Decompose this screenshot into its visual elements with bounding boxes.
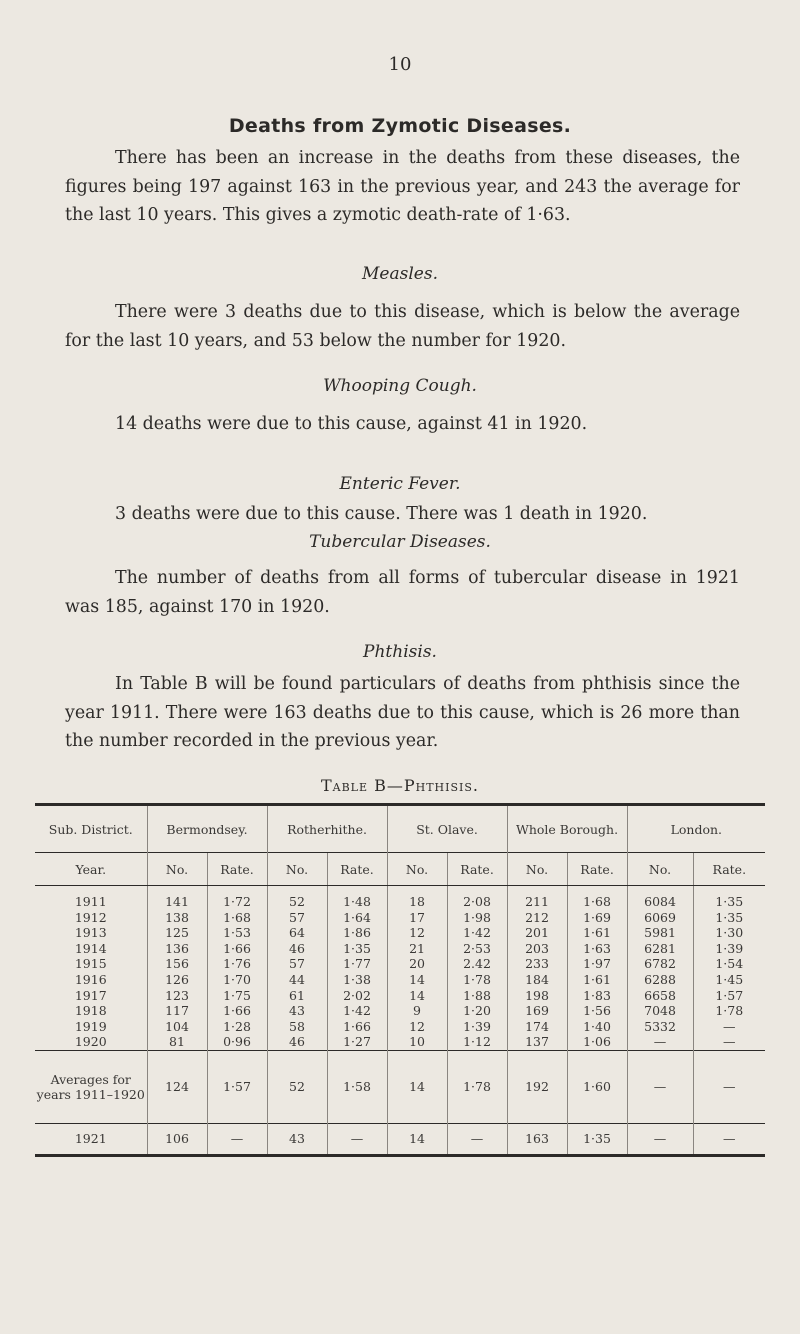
table-cell: 1·57 [207, 1050, 267, 1123]
table-row [35, 972, 765, 988]
table-cell: 104 [147, 1019, 207, 1035]
header-london: London. [627, 805, 765, 853]
table-cell: 1·97 [567, 956, 627, 972]
table-cell: 169 [507, 1003, 567, 1019]
table-cell: 1·76 [207, 956, 267, 972]
averages-row [35, 1050, 765, 1123]
table-cell: 1·42 [327, 1003, 387, 1019]
section-title-enteric-fever: Enteric Fever. [339, 474, 461, 494]
page-number: 10 [388, 54, 412, 75]
table-cell: — [693, 1034, 765, 1050]
table-cell: 52 [267, 1050, 327, 1123]
table-cell: 1·75 [207, 988, 267, 1004]
table-cell: 6658 [627, 988, 693, 1004]
year-1921-row [35, 1123, 765, 1155]
table-cell: 2.42 [447, 956, 507, 972]
table-cell: 1·35 [327, 941, 387, 957]
table-cell: 1·30 [693, 925, 765, 941]
table-cell: 1·98 [447, 910, 507, 926]
table-cell: 2·02 [327, 988, 387, 1004]
table-cell: 1916 [74, 971, 107, 987]
table-cell: 1915 [74, 956, 107, 972]
table-cell: 61 [267, 988, 327, 1004]
table-cell: 1917 [74, 987, 107, 1003]
header-rate: Rate. [567, 853, 627, 886]
table-cell: 1·28 [207, 1019, 267, 1035]
table-row [35, 910, 765, 926]
header-subdistrict: Sub. District. [48, 821, 133, 837]
table-cell: 1914 [74, 940, 107, 956]
table-cell: 1·35 [693, 910, 765, 926]
table-cell: 5332 [627, 1019, 693, 1035]
table-cell: 1·70 [207, 972, 267, 988]
header-rate: Rate. [207, 853, 267, 886]
table-cell: 1·48 [327, 886, 387, 910]
table-cell: 6281 [627, 941, 693, 957]
table-cell: 174 [507, 1019, 567, 1035]
table-cell: 1·78 [693, 1003, 765, 1019]
table-cell: 1·66 [327, 1019, 387, 1035]
table-cell: 201 [507, 925, 567, 941]
table-cell: 57 [267, 956, 327, 972]
table-cell: 1·61 [567, 972, 627, 988]
table-cell: 46 [267, 1034, 327, 1050]
header-no: No. [627, 853, 693, 886]
table-cell: 1·38 [327, 972, 387, 988]
table-cell: 1·68 [567, 886, 627, 910]
phthisis-table [35, 803, 765, 1157]
header-whole-borough: Whole Borough. [507, 805, 627, 853]
table-cell: 21 [387, 941, 447, 957]
section-text-measles: There were 3 deaths due to this disease, which is below the average for the last 10 years, and 53 below the number for 1920. [65, 302, 740, 351]
table-cell: 211 [507, 886, 567, 910]
table-cell: 1·35 [567, 1123, 627, 1155]
table-cell: 1·54 [693, 956, 765, 972]
header-rate: Rate. [447, 853, 507, 886]
section-title-tubercular: Tubercular Diseases. [309, 532, 491, 552]
table-row [35, 1019, 765, 1035]
table-cell: 6288 [627, 972, 693, 988]
table-cell: 2·08 [447, 886, 507, 910]
table-cell: 1·63 [567, 941, 627, 957]
table-row [35, 886, 765, 910]
table-cell: 1·69 [567, 910, 627, 926]
table-cell: 64 [267, 925, 327, 941]
table-cell: — [693, 1019, 765, 1035]
table-cell: 18 [387, 886, 447, 910]
table-cell: 1·64 [327, 910, 387, 926]
table-cell: 1·57 [693, 988, 765, 1004]
table-cell: 20 [387, 956, 447, 972]
table-cell: 123 [147, 988, 207, 1004]
table-cell: 1918 [74, 1003, 107, 1019]
table-cell: 125 [147, 925, 207, 941]
table-cell: 203 [507, 941, 567, 957]
page-heading: Deaths from Zymotic Diseases. [228, 115, 572, 137]
table-cell: 1912 [74, 909, 107, 925]
section-title-phthisis: Phthisis. [363, 642, 437, 662]
table-cell: 117 [147, 1003, 207, 1019]
table-cell: 14 [387, 988, 447, 1004]
table-cell: — [627, 1050, 693, 1123]
table-cell: 6069 [627, 910, 693, 926]
table-cell: — [627, 1034, 693, 1050]
table-cell: 43 [267, 1123, 327, 1155]
header-rotherhithe: Rotherhithe. [267, 805, 387, 853]
table-cell: 1·68 [207, 910, 267, 926]
header-st-olave: St. Olave. [387, 805, 507, 853]
table-cell: — [693, 1123, 765, 1155]
table-cell: 1·06 [567, 1034, 627, 1050]
table-cell: — [207, 1123, 267, 1155]
table-cell: 137 [507, 1034, 567, 1050]
table-cell: — [447, 1123, 507, 1155]
table-cell: 43 [267, 1003, 327, 1019]
table-cell: 2·53 [447, 941, 507, 957]
table-cell: 14 [387, 972, 447, 988]
table-row [35, 988, 765, 1004]
table-cell: 192 [507, 1050, 567, 1123]
table-cell: 1911 [74, 894, 107, 909]
table-cell: 126 [147, 972, 207, 988]
table-cell: 1·88 [447, 988, 507, 1004]
table-cell: 1·56 [567, 1003, 627, 1019]
table-cell: 1·12 [447, 1034, 507, 1050]
table-cell: 1·66 [207, 941, 267, 957]
table-row [35, 941, 765, 957]
header-year: Year. [35, 853, 147, 886]
table-cell: 1·86 [327, 925, 387, 941]
table-cell: 1·61 [567, 925, 627, 941]
table-title: Table B—Phthisis. [320, 776, 479, 795]
table-cell: 9 [387, 1003, 447, 1019]
table-cell: 163 [507, 1123, 567, 1155]
table-cell: 58 [267, 1019, 327, 1035]
table-cell: 12 [387, 1019, 447, 1035]
header-rate: Rate. [693, 853, 765, 886]
section-title-measles: Measles. [362, 264, 438, 284]
table-cell: 124 [147, 1050, 207, 1123]
section-text-phthisis: In Table B will be found particulars of deaths from phthisis since the year 1911. There were 163 deaths due to this cause, which is 26 more than the number recorded in the previous year. [65, 674, 740, 751]
table-row [35, 925, 765, 941]
table-cell: 212 [507, 910, 567, 926]
table-cell: 233 [507, 956, 567, 972]
table-cell: 1·78 [447, 1050, 507, 1123]
table-cell: 1·78 [447, 972, 507, 988]
table-cell: 1·72 [207, 886, 267, 910]
table-cell: 1·40 [567, 1019, 627, 1035]
header-no: No. [387, 853, 447, 886]
table-cell: 1921 [35, 1123, 147, 1155]
table-cell: 81 [147, 1034, 207, 1050]
table-cell: 1·77 [327, 956, 387, 972]
table-cell: 6782 [627, 956, 693, 972]
header-rate: Rate. [327, 853, 387, 886]
table-cell: 14 [387, 1123, 447, 1155]
table-cell: 12 [387, 925, 447, 941]
table-cell: 136 [147, 941, 207, 957]
table-cell: 1913 [74, 925, 107, 941]
header-no: No. [147, 853, 207, 886]
table-cell: 44 [267, 972, 327, 988]
table-cell: 1·45 [693, 972, 765, 988]
table-row [35, 1003, 765, 1019]
table-row [35, 1034, 765, 1050]
table-cell: 0·96 [207, 1034, 267, 1050]
section-title-whooping-cough: Whooping Cough. [323, 376, 477, 396]
header-no: No. [507, 853, 567, 886]
table-cell: — [627, 1123, 693, 1155]
table-cell: 198 [507, 988, 567, 1004]
section-text-tubercular: The number of deaths from all forms of tubercular disease in 1921 was 185, against 170 in 1920. [65, 568, 740, 617]
section-text-whooping-cough: 14 deaths were due to this cause, against 41 in 1920. [115, 414, 588, 434]
table-cell: 1·83 [567, 988, 627, 1004]
table-cell: 184 [507, 972, 567, 988]
table-cell: — [693, 1050, 765, 1123]
table-cell: 5981 [627, 925, 693, 941]
table-cell: — [327, 1123, 387, 1155]
table-cell: 57 [267, 910, 327, 926]
table-body [35, 886, 765, 1051]
table-cell: 1·39 [447, 1019, 507, 1035]
table-cell: 6084 [627, 886, 693, 910]
table-cell: 1·66 [207, 1003, 267, 1019]
table-cell: 1·53 [207, 925, 267, 941]
table-cell: 1·20 [447, 1003, 507, 1019]
table-cell: 52 [267, 886, 327, 910]
table-cell: 1920 [74, 1034, 107, 1050]
table-cell: 1·60 [567, 1050, 627, 1123]
table-cell: 1919 [74, 1018, 107, 1034]
table-cell: 14 [387, 1050, 447, 1123]
table-cell: 17 [387, 910, 447, 926]
table-cell: 106 [147, 1123, 207, 1155]
table-cell: 1·58 [327, 1050, 387, 1123]
table-cell: 156 [147, 956, 207, 972]
table-cell: 46 [267, 941, 327, 957]
intro-paragraph: There has been an increase in the deaths from these diseases, the figures being 197 against 163 in the previous year, and 243 the average for the last 10 years. This gives a zymotic death-rate of 1·63. [65, 148, 740, 225]
header-no: No. [267, 853, 327, 886]
header-bermondsey: Bermondsey. [147, 805, 267, 853]
table-cell: 1·42 [447, 925, 507, 941]
table-cell: 7048 [627, 1003, 693, 1019]
table-cell: 141 [147, 886, 207, 910]
section-text-enteric-fever: 3 deaths were due to this cause. There was 1 death in 1920. [115, 504, 648, 524]
table-cell: 1·39 [693, 941, 765, 957]
table-row [35, 956, 765, 972]
table-cell: 138 [147, 910, 207, 926]
table-cell: 1·27 [327, 1034, 387, 1050]
averages-label: Averages for years 1911–1920 [35, 1050, 147, 1123]
table-cell: 10 [387, 1034, 447, 1050]
table-cell: 1·35 [693, 886, 765, 910]
